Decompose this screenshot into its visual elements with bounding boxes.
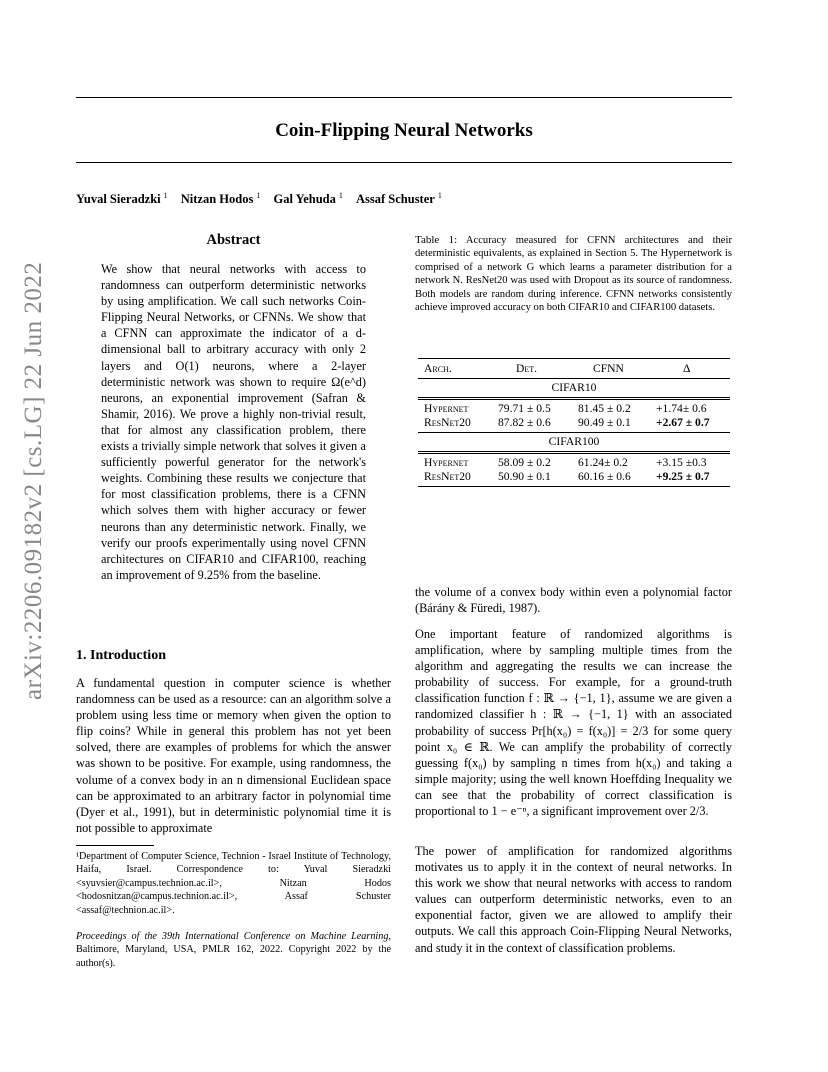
- author: Yuval Sieradzki $^1$: [76, 191, 168, 207]
- author: Gal Yehuda $^1$: [273, 191, 343, 207]
- abstract-heading: Abstract: [206, 232, 261, 248]
- table-row-arch: Hypernet: [424, 456, 469, 469]
- table-header-cfnn: CFNN: [593, 362, 624, 375]
- table-row-cfnn: 90.49 ± 0.1: [578, 416, 631, 429]
- title-rule: [76, 162, 732, 163]
- paragraph-volume-continuation: the volume of a convex body within even a polynomial factor (Bárány & Füredi, 1987).: [415, 585, 732, 616]
- table-group-cifar100: CIFAR100: [548, 435, 600, 448]
- affiliation-footnote: ¹Department of Computer Science, Technion - Israel Institute of Technology, Haifa, Israel. Correspondence to: Yuval Sieradzki <syuvsier@campus.technion.ac.il>, Nitzan Hodos <hodosnitzan@campus.technion.ac.il>, Assaf Schuster <assaf@technion.ac.il>.: [76, 851, 391, 916]
- paragraph-power-of-amplification: The power of amplification for randomized algorithms motivates us to apply it in the context of neural networks. In this work we show that neural networks with access to random values can outperform deterministic networks, even to an exponential factor, given we are allowed to amplify their outputs. We call this approach Coin-Flipping Neural Networks, and study it in the context of classification problems.: [415, 844, 732, 955]
- top-rule: [76, 97, 732, 98]
- abstract-text: We show that neural networks with access to randomness can outperform deterministic networks by using amplification. We call such networks Coin-Flipping Neural Networks, or CFNNs. We show that a CFNN can approximate the indicator of a d-dimensional ball to arbitrary accuracy with only 2 layers and O(1) neurons, where a 2-layer deterministic network was shown to require Ω(e^d) neurons, an exponential improvement (Safran & Shamir, 2016). We prove a highly non-trivial result, that for almost any classification problem, there exists a trivially simple network that solves it given a sufficiently powerful generator for the network's weights. Combining these results we conjecture that for most classification problems, there is a CFNN which solves them with higher accuracy or fewer neurons than any deterministic network. Finally, we verify our proofs experimentally using novel CFNN architectures on CIFAR10 and CIFAR100, reaching an improvement of 9.25% from the baseline.: [101, 262, 366, 582]
- author: Nitzan Hodos $^1$: [180, 191, 261, 207]
- table-group-cifar10: CIFAR10: [551, 381, 597, 394]
- table-row-cfnn: 61.24± 0.2: [578, 456, 628, 469]
- paragraph-amplification: One important feature of randomized algorithms is amplification, where by sampling multiple times from the algorithm and aggregating the results we can increase the probability of success. For example, for a ground-truth classification function f : ℝ → {−1, 1}, assume we are given a randomized classifier h : ℝ → {−1, 1} with an associated probability of success Pr[h(x₀) = f(x₀)] = 2/3 for some query point x₀ ∈ ℝ. We can amplify the probability of correctly guessing f(x₀) by sampling n times from h(x₀) and taking a simple majority; using the well known Hoeffding Inequality we can see that the probability of correct classification is proportional to 1 − e⁻ⁿ, a significant improvement over 2/3.: [415, 627, 732, 819]
- table-row-arch: ResNet20: [424, 416, 471, 429]
- introduction-text: A fundamental question in computer science is whether randomness can be used as a resource: can an algorithm solve a problem using less time or memory when given the option to flip coins? While in general this problem has not yet been solved, there are examples of problems for which the answer was shown to be positive. For example, using randomness, the volume of a convex body in an n dimensional Euclidean space can be approximated to an arbitrary factor in polynomial time (Dyer et al., 1991), but in deterministic polynomial time it is not possible to approximate: [76, 676, 391, 835]
- paper-title: Coin-Flipping Neural Networks: [275, 120, 533, 141]
- table-row-delta: +2.67 ± 0.7: [656, 416, 710, 429]
- table-row-delta: +3.15 ±0.3: [656, 456, 707, 469]
- section-heading-introduction: 1. Introduction: [76, 648, 166, 663]
- arxiv-identifier: arXiv:2206.09182v2 [cs.LG] 22 Jun 2022: [20, 261, 47, 700]
- table-row-det: 79.71 ± 0.5: [498, 402, 551, 415]
- table-row-delta: +1.74± 0.6: [656, 402, 707, 415]
- table-header-delta: Δ: [683, 362, 691, 375]
- table-row-delta: +9.25 ± 0.7: [656, 470, 710, 483]
- table-row-det: 87.82 ± 0.6: [498, 416, 551, 429]
- table-caption: Table 1: Accuracy measured for CFNN architectures and their deterministic equivalents, as explained in Section 5. The Hypernetwork is comprised of a network G which learns a parameter distribution for a network N. ResNet20 was used with Dropout as its source of randomness. Both models are random during inference. CFNN networks consistently achieve improved accuracy on both CIFAR10 and CIFAR100 datasets.: [415, 234, 732, 314]
- table-row-cfnn: 81.45 ± 0.2: [578, 402, 631, 415]
- table-row-arch: Hypernet: [424, 402, 469, 415]
- table-row-cfnn: 60.16 ± 0.6: [578, 470, 631, 483]
- author: Assaf Schuster $^1$: [356, 191, 442, 207]
- table-row-arch: ResNet20: [424, 470, 471, 483]
- proceedings-note: Proceedings of the 39th International Conference on Machine Learning, Baltimore, Maryland, USA, PMLR 162, 2022. Copyright 2022 by the author(s).: [76, 931, 391, 969]
- table-header-arch: Arch.: [424, 362, 452, 375]
- table-row-det: 58.09 ± 0.2: [498, 456, 551, 469]
- author-list: [76, 191, 452, 207]
- table-header-det: Det.: [516, 362, 538, 375]
- table-row-det: 50.90 ± 0.1: [498, 470, 551, 483]
- footnote-rule: [76, 845, 154, 846]
